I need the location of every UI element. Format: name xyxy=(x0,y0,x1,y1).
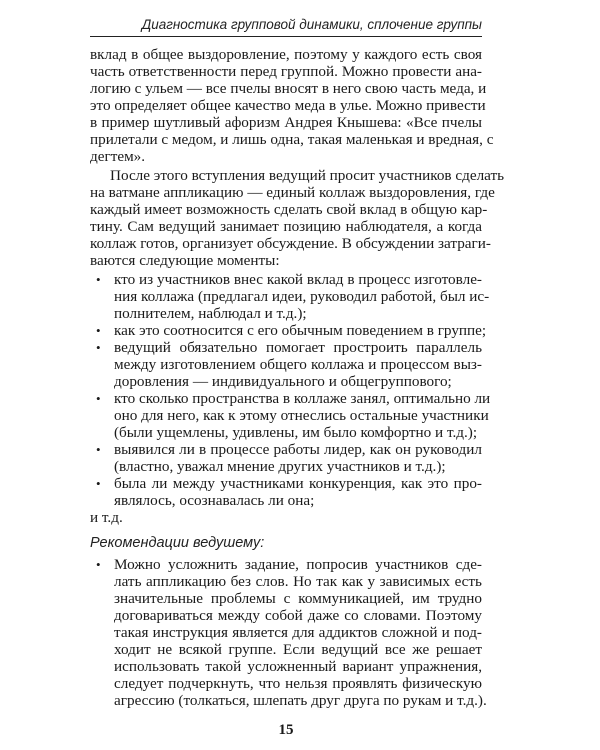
text-line: агрессию (толкаться, шлепать друг друга по рукам и т.д.). xyxy=(114,692,487,709)
bullet-icon: • xyxy=(96,476,101,491)
paragraph xyxy=(90,167,505,269)
list-item xyxy=(90,322,487,339)
text-line: коллаж готов, организует обсуждение. В обсуждении затраги- xyxy=(90,235,491,252)
page-body xyxy=(90,46,505,739)
text-line: была ли между участниками конкуренция, как это про- xyxy=(114,475,482,492)
text-line: выявился ли в процессе работы лидер, как он руководил xyxy=(114,441,482,458)
text-line: значительные проблемы с коммуникацией, им трудно xyxy=(114,590,482,607)
text-line: лать аппликацию без слов. Но так как у зависимых есть xyxy=(114,573,482,590)
text-line: прилетали с медом, и лишь одна, такая маленькая и вредная, с xyxy=(90,131,494,148)
text-line: часть ответственности перед группой. Можно провести ана- xyxy=(90,63,482,80)
bullet-icon: • xyxy=(96,391,101,406)
text-line: каждый имеет возможность сделать свой вклад в общую кар- xyxy=(90,201,488,218)
text-line: между изготовлением общего коллажа и процессом выз- xyxy=(114,356,482,373)
text-line: на ватмане аппликацию — единый коллаж выздоровления, где xyxy=(90,184,495,201)
text-line: кто сколько пространства в коллаже занял, оптимально ли xyxy=(114,390,491,407)
list-item xyxy=(90,390,491,441)
bullet-icon: • xyxy=(96,442,101,457)
text-line: Можно усложнить задание, попросив участников сде- xyxy=(114,556,482,573)
text-line: оно для него, как к этому отнеслись остальные участники xyxy=(114,407,489,424)
text-line: это определяет общее качество меда в улье. Можно привести xyxy=(90,97,486,114)
text-line: являлось, осознавалась ли она; xyxy=(114,492,315,509)
text-line: в пример шутливый афоризм Андрея Кнышева: «Все пчелы xyxy=(90,114,482,131)
text-line: ходит не всякой группе. Если ведущий все же решает xyxy=(114,641,482,658)
text-line: ведущий обязательно помогает простроить параллель xyxy=(114,339,482,356)
text-line: кто из участников внес какой вклад в процесс изготовле- xyxy=(114,271,482,288)
list-item xyxy=(90,271,490,322)
bullet-icon: • xyxy=(96,272,101,287)
text-line: следует подчеркнуть, что нельзя проявлять физическую xyxy=(114,675,482,692)
header-rule xyxy=(90,36,482,37)
text-line: (властно, уважал мнение других участников и т.д.); xyxy=(114,458,446,475)
bullet-icon: • xyxy=(96,323,101,338)
text-line: После этого вступления ведущий просит участников сделать xyxy=(110,167,505,184)
recommendations-list xyxy=(90,556,487,709)
paragraph xyxy=(90,46,494,165)
etc-line: и т.д. xyxy=(90,509,123,526)
text-line: использовать такой усложненный вариант упражнения, xyxy=(114,658,482,675)
text-line: такая инструкция является для аддиктов сложной и под- xyxy=(114,624,482,641)
bullet-icon: • xyxy=(96,557,101,572)
recommendations-heading: Рекомендации ведушему: xyxy=(90,535,265,551)
text-line: полнителем, наблюдал и т.д.); xyxy=(114,305,307,322)
discussion-points-list xyxy=(90,271,491,509)
text-line: ваются следующие моменты: xyxy=(90,252,280,269)
list-item xyxy=(90,339,482,390)
text-line: доровления — индивидуального и общегруппового; xyxy=(114,373,452,390)
text-line: тину. Сам ведущий занимает позицию наблюдателя, а когда xyxy=(90,218,482,235)
page-number: 15 xyxy=(278,722,294,738)
list-item xyxy=(90,441,482,475)
list-item xyxy=(90,475,482,509)
list-item xyxy=(90,556,487,709)
running-header: Диагностика групповой динамики, сплочение группы xyxy=(141,17,482,32)
text-line: вклад в общее выздоровление, поэтому у каждого есть своя xyxy=(90,46,482,63)
text-line: логию с ульем — все пчелы вносят в него свою часть меда, и xyxy=(90,80,487,97)
text-line: дегтем». xyxy=(90,148,146,165)
paragraphs xyxy=(90,46,505,269)
bullet-icon: • xyxy=(96,340,101,355)
text-line: как это соотносится с его обычным поведением в группе; xyxy=(114,322,487,339)
text-line: (были ущемлены, удивлены, им было комфортно и т.д.); xyxy=(114,424,478,441)
text-line: ния коллажа (предлагал идеи, руководил работой, был ис- xyxy=(114,288,490,305)
text-line: договариваться между собой даже со словами. Поэтому xyxy=(114,607,482,624)
